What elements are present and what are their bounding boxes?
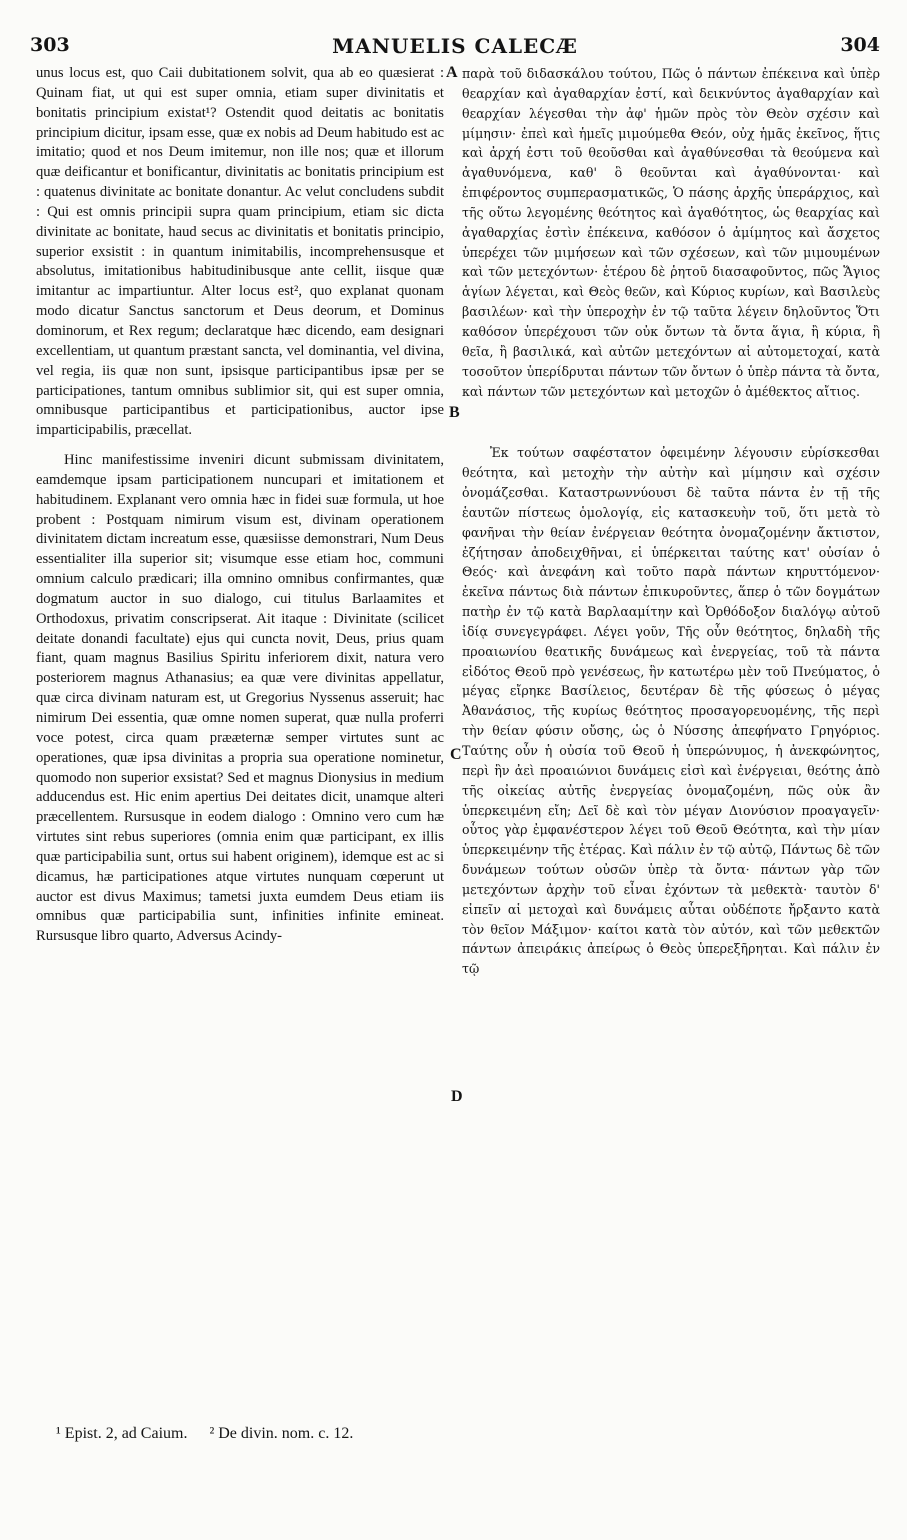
footnotes [56,1425,476,1443]
latin-column [36,64,444,947]
footnote-1: ¹ Epist. 2, ad Caium. [56,1425,188,1442]
section-marker-b: B [449,404,460,421]
page-number-right: 304 [840,34,880,56]
page-number-left: 303 [30,34,70,56]
page-header [30,34,880,64]
latin-paragraph-2: Hinc manifestissime inveniri dicunt submissam divinitatem, eamdemque ipsam participationem nuncupari et imitationem et habitudinem. Explanant vero omnia hæc in fidei suæ formula, ut hoe probent : Postquam nimirum visum est, divinam operationem divinitatem dictam increatum esse, quæsiisse demonstrari, Num Deus essentialiter illa superior sit; visumque esse etiam hoc, communi omnium calculo prædicari; illa omnino omnibus confirmantes, quæ dogmatum auctor in suo dialogo, cui titulus Barlaamites et Orthodoxus, privatim conscripserat. Ait itaque : Divinitate (scilicet deitate donandi facultate) ejus qui cuncta novit, Deus, prius quam fiant, quam magnus Basilius Spiritu inferiorem dixit, natura vero posteriorem magnus Athanasius; ea quæ vere divinitas appellatur, quæ circa divinam naturam est, ut Gregorius Nyssenus asseruit; hac nimirum Dei essentia, quæ omne nomen superat, quæ nulla proferri voce potest, circa quam prææternæ semper virtutes sunt ac operationes, quæ ipsa divinitas a propria sua operatione nominetur, quomodo non superior exsistat? Sed et magnus Dionysius in medium adducendus est. Hic enim apertius Dei deitates dicit, unamque alteri præcellentem. Rursusque in eodem dialogo : Omnino vero cum hæ virtutes sint rebus superiores (omnia enim quæ participant, ex illis quæ participabilia sunt, ortus sui habent originem), idemque est ac si dicamus, hæ participationes atque virtutes nunquam cœperunt ut auctor est divus Maximus; tametsi juxta eumdem Deus etiam iis omnibus quæ participabilia sunt, infinities infinite emineat. Rursusque libro quarto, Adversus Acindy- [36,452,444,945]
running-title: MANUELIS CALECÆ [332,34,578,58]
footnote-2: ² De divin. nom. c. 12. [209,1425,354,1442]
greek-column [462,64,880,979]
greek-paragraph-2: Ἐκ τούτων σαφέστατον ὀφειμένην λέγουσιν εὑρίσκεσθαι θεότητα, καὶ μετοχὴν τὴν αὐτὴν καὶ μίμησιν καὶ σχέσιν ὀνομάζεσθαι. Καταστρωννύουσι δὲ ταῦτα πάντα ἐν τῇ τῆς ἑαυτῶν πίστεως ὁμολογίᾳ, εἰς κατασκευὴν τοῦ, ὅτι μετὰ τὸ φανῆναι τὴν θείαν ἐνέργειαν θεότητα ὀνομαζομένην ἄκτιστον, ἐζήτησαν ἀποδειχθῆναι, εἰ ὑπέρκειται ταύτης κατ' οὐσίαν ὁ Θεός· καὶ ἀνεφάνη καὶ τοῦτο παρὰ πάντων κηρυττόμενον· ἐκεῖνα πάντως διὰ πάντων ἐπικυροῦντες, ἅπερ ὁ τῶν δογμάτων πατὴρ ἐν τῷ κατὰ Βαρλααμίτην καὶ Ὀρθόδοξον διαλόγῳ αὐτοῦ ἰδίᾳ συνεγεγράφει. Λέγει γοῦν, Τῆς οὖν θεότητος, δηλαδὴ τῆς προαιωνίου θεατικῆς δυνάμεως καὶ ἐνεργείας, τοῦ τὰ πάντα εἰδότος Θεοῦ πρὸ γενέσεως, ἣν κατωτέρω μὲν τοῦ Πνεύματος, ὁ μέγας εἴρηκε Βασίλειος, δευτέραν δὲ τῆς φύσεως ὁ μέγας Ἀθανάσιος, τῆς κυρίως θεότητος προσαγορευομένης, τῆς περὶ τὴν θείαν φύσιν οὔσης, ὡς ὁ Νύσσης ἀπεφήνατο Γρηγόριος. Ταύτης οὖν ἡ οὐσία τοῦ Θεοῦ ἡ ὑπερώνυμος, ἡ ἀνεκφώνητος, περὶ ἣν ἀεὶ προαιώνιοι δυνάμεις εἰσὶ καὶ ἐνέργειαι, θεότης ἀπὸ τῆς οἰκείας αὐτῆς ἐνεργείας ὀνομαζομένη, πῶς οὐκ ἂν ὑπερκειμένη εἴη; Δεῖ δὲ καὶ τὸν μέγαν Διονύσιον προαγαγεῖν· οὗτος γὰρ ἐμφανέστερον λέγει τοῦ Θεοῦ Θεότητα, καὶ τὴν μίαν ὑπερκειμένην τῆς ἑτέρας. Καὶ πάλιν ἐν τῷ αὐτῷ, Πάντως δὲ τῶν δυνάμεων τούτων οὐσῶν ὑπὲρ τὰ ὄντα· πάντων γὰρ τῶν μετεχόντων ἀρχὴν τοῦ εἶναι ἐχόντων τὰ μεθεκτὰ· ταυτὸν δ' εἰπεῖν αἱ μετοχαὶ καὶ δυνάμεις αὗται οὐδέποτε ἤρξαντο κατὰ τὸν θεῖον Μάξιμον· καίτοι κατὰ τὸν αὐτόν, καὶ τῶν μεθεκτῶν πάντων ἀπειράκις ἀπείρως ὁ Θεὸς ὑπερεξῆρηται. Καὶ πάλιν ἐν τῷ [462,445,880,977]
greek-paragraph-1: παρὰ τοῦ διδασκάλου τούτου, Πῶς ὁ πάντων ἐπέκεινα καὶ ὑπὲρ θεαρχίαν καὶ ἀγαθαρχίαν ἐστί, καὶ δεικνύντος ἀγαθαρχίαν καὶ θεαρχίαν λέγεσθαι τὴν ἀφ' ἡμῶν πρὸς τὸν Θεὸν σχέσιν καὶ μίμησιν· ἐπεὶ καὶ ἡμεῖς μιμούμεθα Θεόν, οὐχ ἡμᾶς ἐκεῖνος, ἥτις καὶ ἀρχή ἐστι τοῦ θεοῦσθαι καὶ ἀγαθύνεσθαι τὰ θεούμενα καὶ ἀγαθυνόμενα, καθ' ὃ θεοῦνται καὶ ἀγαθύνονται· καὶ ἐπιφέροντος συμπερασματικῶς, Ὁ πάσης ἀρχῆς ὑπεράρχιος, καὶ τῆς οὕτω λεγομένης θεότητος καὶ ἀγαθότητος, ὡς θεαρχίας καὶ ἀγαθαρχίας ἐστὶν ἐπέκεινα, καθόσον ὁ ἀμίμητος καὶ ἄσχετος ὑπερέχει τῶν μιμήσεων καὶ τῶν σχέσεων, καὶ τῶν μιμουμένων καὶ τῶν μετεχόντων· ἑτέρου δὲ ῥητοῦ διασαφοῦντος, πῶς Ἅγιος ἁγίων λέγεται, καὶ Θεὸς θεῶν, καὶ Κύριος κυρίων, καὶ Βασιλεὺς βασιλέων· καὶ τὴν ὑπεροχὴν ἐν τῷ ταῦτα λέγειν δηλοῦντος Ὅτι καθόσον ὑπερέχουσι τῶν οὐκ ὄντων τὰ ὄντα ἅγια, ἢ κύρια, ἢ θεῖα, ἢ βασιλικά, καὶ αὐτῶν μετεχόντων αἱ αὐτομετοχαί, κατὰ τοσοῦτον ὑπερίδρυται πάντων τῶν ὄντων ὁ ὑπὲρ πάντα τὰ ὄντα, καὶ πάντων τῶν μετεχόντων καὶ μετοχῶν ὁ ἀμέθεκτος αἴτιος. [462,66,880,399]
section-marker-a: A [446,64,458,81]
latin-paragraph-1: unus locus est, quo Caii dubitationem solvit, qua ab eo quæsierat : Quinam fiat, ut qui est super omnia, etiam super divinitatis et bonitatis principium existat¹? Ostendit quod deitatis ac bonitatis principium dicitur, ipsam esse, quæ ex nobis ad Deum habitudo est ac imitatio; quod et nos Deum imitemur, non ille nos; quæ et illorum quæ deificantur et bonificantur, divinitatis ac bonitatis principium est : quatenus divinitate ac bonitate donantur. Ac velut concludens subdit : Qui est omnis principii supra quam principium, etiam sic dicta divinitate ac bonitate, haud secus ac divinitatis et bonitatis principio, superior exsistit : in quantum inimitabilis, incomprehensusque et absolutus, imitationibus habitudinibusque ante cellit, iisque quæ imitantur ac impartiuntur. Alter locus est², quo explanat quonam modo dicatur Sanctus sanctorum et Deus deorum, et Dominus dominorum, et Rex regum; declaratque hæc dicendo, eam designari excellentiam, ut quantum præstant sancta, vel dominantia, vel divina, vel regia, iis quæ non sunt, ipsisque participantibus ipsæ per se participationes, tantum omnibus sublimior sit, qui est super omnia, omnibusque participantibus et participationibus, auctor ipse imparticipabilis, præcellat. [36,65,444,439]
section-marker-d: D [451,1088,463,1105]
section-marker-c: C [450,746,462,763]
